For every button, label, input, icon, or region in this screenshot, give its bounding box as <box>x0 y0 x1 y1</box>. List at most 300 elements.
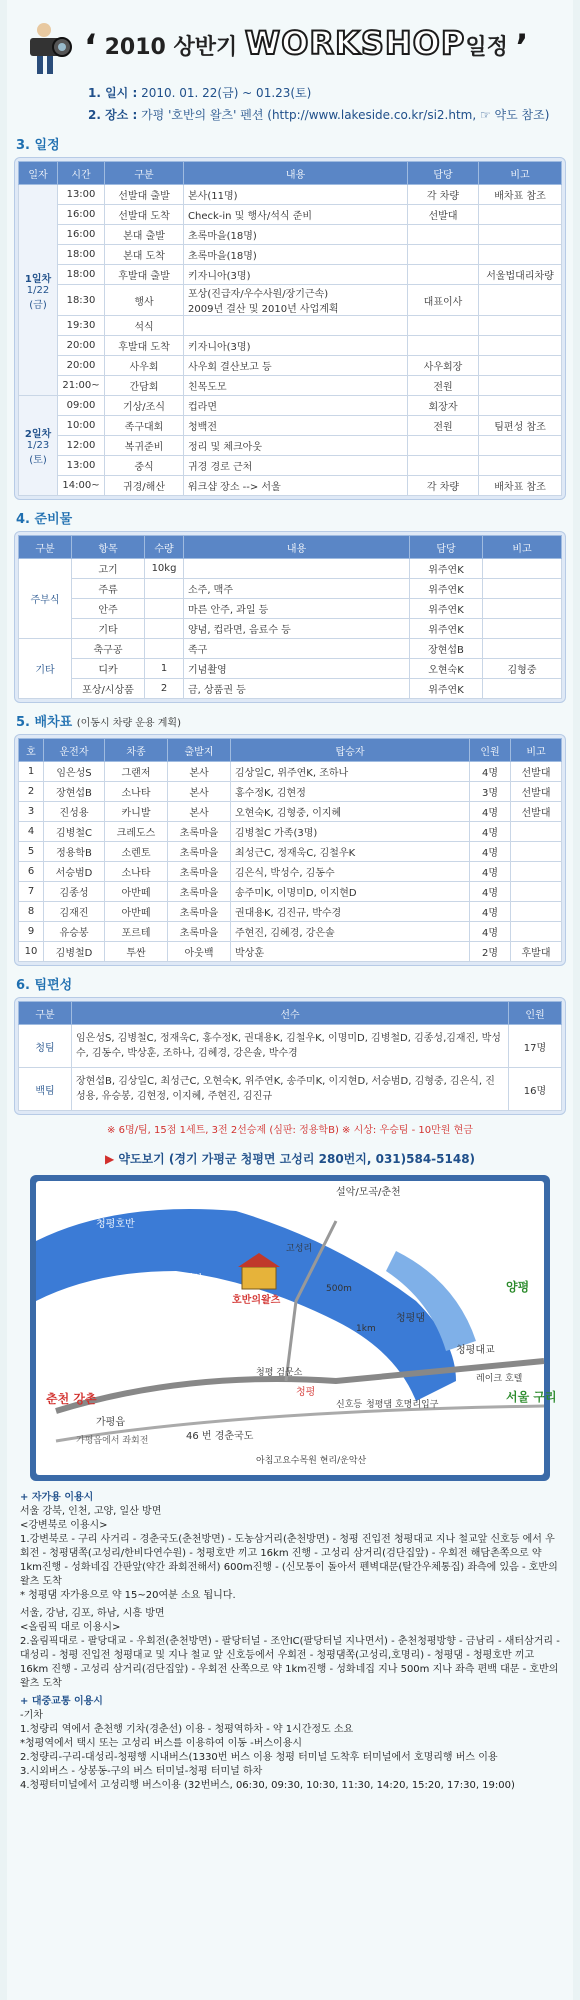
schedule-cell <box>479 316 562 336</box>
supplies-cell: 포상/시상품 <box>72 679 145 699</box>
schedule-cell: 18:00 <box>58 245 105 265</box>
schedule-cell: Check-in 및 행사/석식 준비 <box>184 205 408 225</box>
schedule-cell: 선발대 <box>408 205 479 225</box>
schedule-cell <box>479 436 562 456</box>
supplies-cell <box>145 619 184 639</box>
schedule-cell: 본대 도착 <box>105 245 184 265</box>
team-count: 17명 <box>509 1025 562 1068</box>
car-cell: 초록마을 <box>168 922 231 942</box>
place-line <box>88 106 549 123</box>
team-members: 임은성S, 김병철C, 정재욱C, 홍수정K, 권대용K, 김철우K, 이명미D, 김병철D, 김종성,김재진, 박성수, 김동수, 박상훈, 조하나, 김혜경, 강은솔, 박수경 <box>72 1025 509 1068</box>
supplies-group: 주부식 <box>19 559 72 639</box>
car-cell: 4명 <box>470 862 511 882</box>
supplies-cell <box>184 559 410 579</box>
supplies-cell <box>145 599 184 619</box>
car-cell: 본사 <box>168 802 231 822</box>
place-value: 가평 '호반의 왈츠' 펜션 (http://www.lakeside.co.kr/si2.htm, ☞ 약도 참조) <box>141 108 550 122</box>
map-label-lake: 청평호반 <box>96 1219 135 1230</box>
car-cell: 4명 <box>470 762 511 782</box>
schedule-cell: 각 차량 <box>408 476 479 496</box>
schedule-cell <box>408 336 479 356</box>
car-cell: 4명 <box>470 922 511 942</box>
supplies-cell: 축구공 <box>72 639 145 659</box>
schedule-cell: 간담회 <box>105 376 184 396</box>
team-members: 장현섭B, 김상일C, 최성근C, 오현숙K, 위주연K, 송주미K, 이지현D, 서승범D, 김형중, 김은식, 진성용, 유승봉, 김현정, 이지혜, 주현진, 김진규 <box>72 1068 509 1111</box>
schedule-cell <box>479 356 562 376</box>
col-header: 담당 <box>408 162 479 185</box>
team-count: 16명 <box>509 1068 562 1111</box>
schedule-cell <box>479 245 562 265</box>
schedule-cell: 사우회장 <box>408 356 479 376</box>
car-cell: 김병철C 가족(3명) <box>231 822 470 842</box>
supplies-cell: 위주연K <box>410 599 483 619</box>
car-cell: 소렌토 <box>105 842 168 862</box>
schedule-cell <box>479 225 562 245</box>
schedule-row <box>19 356 562 376</box>
col-header: 구분 <box>19 536 72 559</box>
map-label-chuncheon: 춘천 강촌 <box>46 1392 97 1406</box>
car-cell: 5 <box>19 842 44 862</box>
schedule-cell: 본사(11명) <box>184 185 408 205</box>
schedule-title: 3. 일정 <box>16 138 60 153</box>
car-cell: 김종성 <box>44 882 105 902</box>
schedule-row <box>19 265 562 285</box>
schedule-row <box>19 336 562 356</box>
car-cell: 카니발 <box>105 802 168 822</box>
title-workshop: WORKSHOP <box>244 24 466 62</box>
teams-table <box>18 1001 562 1111</box>
map-label-1km: 1km <box>356 1324 376 1334</box>
team-row <box>19 1025 562 1068</box>
supplies-cell: 족구 <box>184 639 410 659</box>
day-date: 1/22 (금) <box>26 284 50 311</box>
schedule-cell: 20:00 <box>58 356 105 376</box>
car-cell: 선발대 <box>511 762 562 782</box>
car-cell: 포르테 <box>105 922 168 942</box>
schedule-cell: 서울법대리차량 <box>479 265 562 285</box>
car-cell: 김재진 <box>44 902 105 922</box>
schedule-cell: 회장자 <box>408 396 479 416</box>
schedule-cell: 본대 출발 <box>105 225 184 245</box>
car-cell: 김병철D <box>44 942 105 962</box>
schedule-table-frame <box>14 157 566 500</box>
map-label-gapyeong-sub: 가평읍에서 좌회전 <box>76 1436 149 1446</box>
header <box>14 6 566 126</box>
col-header: 비고 <box>511 739 562 762</box>
schedule-cell: 18:00 <box>58 265 105 285</box>
schedule-cell: 13:00 <box>58 456 105 476</box>
car-cell: 후발대 <box>511 942 562 962</box>
car-cell: 본사 <box>168 762 231 782</box>
col-header: 수량 <box>145 536 184 559</box>
schedule-cell: 초록마을(18명) <box>184 245 408 265</box>
car-cell: 3 <box>19 802 44 822</box>
supplies-cell: 디카 <box>72 659 145 679</box>
schedule-cell: 키자니아(3명) <box>184 265 408 285</box>
supplies-cell: 안주 <box>72 599 145 619</box>
schedule-table <box>18 161 562 496</box>
car-cell: 4명 <box>470 802 511 822</box>
supplies-cell <box>483 599 562 619</box>
car-cell: 4명 <box>470 842 511 862</box>
supplies-row <box>19 579 562 599</box>
supplies-cell <box>145 579 184 599</box>
dir-self-2: <강변북로 이용시> <box>20 1520 108 1531</box>
schedule-cell: 워크샵 장소 --> 서울 <box>184 476 408 496</box>
supplies-cell: 양념, 컵라면, 음료수 등 <box>184 619 410 639</box>
car-row <box>19 862 562 882</box>
schedule-cell: 초록마을(18명) <box>184 225 408 245</box>
schedule-cell <box>479 205 562 225</box>
supplies-cell <box>483 639 562 659</box>
schedule-cell: 후발대 출발 <box>105 265 184 285</box>
car-cell: 4명 <box>470 882 511 902</box>
map-image <box>36 1181 557 1475</box>
cars-title <box>16 711 566 730</box>
car-cell <box>511 822 562 842</box>
car-row <box>19 762 562 782</box>
schedule-cell: 행사 <box>105 285 184 316</box>
team-name: 백팀 <box>19 1068 72 1111</box>
car-cell: 1 <box>19 762 44 782</box>
page-title: ‘ 2010 상반기 WORKSHOP일정 ’ <box>84 24 529 67</box>
car-cell <box>511 862 562 882</box>
schedule-cell: 배차표 참조 <box>479 185 562 205</box>
col-header: 구분 <box>105 162 184 185</box>
dir-public-4: 3.시외버스 - 상봉동-구의 버스 터미널-청평 터미널 하차 <box>20 1766 263 1777</box>
schedule-cell: 친목도모 <box>184 376 408 396</box>
map-label-gapyeong: 가평읍 <box>96 1417 125 1428</box>
schedule-cell: 사우회 <box>105 356 184 376</box>
car-cell <box>511 882 562 902</box>
day-label: 2일차 <box>24 429 52 440</box>
supplies-cell <box>483 619 562 639</box>
car-cell: 서승범D <box>44 862 105 882</box>
supplies-row <box>19 679 562 699</box>
car-cell: 6 <box>19 862 44 882</box>
map-frame <box>30 1175 557 1481</box>
col-header: 운전자 <box>44 739 105 762</box>
supplies-table <box>18 535 562 699</box>
schedule-cell <box>408 225 479 245</box>
map-caption <box>14 1150 566 1167</box>
map-label-seoul: 서울 구리 <box>506 1390 557 1404</box>
dir-self-title: + 자가용 이용시 <box>20 1492 94 1503</box>
schedule-cell: 13:00 <box>58 185 105 205</box>
car-cell: 박상훈 <box>231 942 470 962</box>
schedule-cell: 석식 <box>105 316 184 336</box>
supplies-row <box>19 559 562 579</box>
map-caption-text: 약도보기 (경기 가평군 청평면 고성리 280번지, 031)584-5148) <box>118 1152 476 1166</box>
col-header: 출발지 <box>168 739 231 762</box>
car-row <box>19 782 562 802</box>
teams-note: ※ 6명/팀, 15점 1세트, 3전 2선승제 (심판: 정용학B) ※ 시상: 우승팀 - 10만원 현금 <box>107 1125 473 1136</box>
dir-public-title: + 대중교통 이용시 <box>20 1696 103 1707</box>
schedule-cell: 중식 <box>105 456 184 476</box>
dir-self-4: * 청평댐 자가용으로 약 15~20여분 소요 됩니다. <box>20 1590 236 1601</box>
car-cell: 초록마을 <box>168 822 231 842</box>
page <box>7 0 573 2000</box>
cars-title-text: 5. 배차표 <box>16 715 73 730</box>
dir-public-2: *청평역에서 택시 또는 고성리 버스를 이용하여 이동 -버스이용시 <box>20 1738 303 1749</box>
car-cell: 투싼 <box>105 942 168 962</box>
car-cell: 4명 <box>470 902 511 922</box>
car-cell: 소나타 <box>105 782 168 802</box>
map-label-entrance: 청평댐 호명리입구 <box>366 1400 439 1410</box>
supplies-cell: 위주연K <box>410 619 483 639</box>
car-cell: 3명 <box>470 782 511 802</box>
car-cell <box>511 902 562 922</box>
schedule-row <box>19 416 562 436</box>
schedule-row <box>19 316 562 336</box>
cars-table-frame <box>14 734 566 966</box>
dir-public-5: 4.청평터미널에서 고성리행 버스이용 (32번버스, 06:30, 09:30, 10:30, 11:30, 14:20, 15:20, 17:30, 19:00) <box>20 1780 515 1791</box>
dir-self-6: <올림픽 대로 이용시> <box>20 1622 121 1633</box>
car-cell <box>511 842 562 862</box>
car-cell: 8 <box>19 902 44 922</box>
schedule-cell <box>479 336 562 356</box>
schedule-cell: 14:00~ <box>58 476 105 496</box>
car-cell: 2 <box>19 782 44 802</box>
supplies-row <box>19 599 562 619</box>
schedule-cell: 각 차량 <box>408 185 479 205</box>
col-header: 항목 <box>72 536 145 559</box>
supplies-cell <box>483 679 562 699</box>
schedule-cell: 복귀준비 <box>105 436 184 456</box>
car-cell: 9 <box>19 922 44 942</box>
camera-person-icon <box>22 18 82 78</box>
supplies-cell <box>483 579 562 599</box>
schedule-cell: 20:00 <box>58 336 105 356</box>
map-label-namee: 남이섬 <box>176 1274 203 1284</box>
col-header: 비고 <box>479 162 562 185</box>
car-cell: 김상일C, 위주연K, 조하나 <box>231 762 470 782</box>
car-cell: 주현진, 김혜경, 강은솔 <box>231 922 470 942</box>
car-cell: 본사 <box>168 782 231 802</box>
col-header: 담당 <box>410 536 483 559</box>
car-cell: 7 <box>19 882 44 902</box>
supplies-cell: 장현섭B <box>410 639 483 659</box>
supplies-cell: 위주연K <box>410 679 483 699</box>
schedule-cell: 정리 및 체크아웃 <box>184 436 408 456</box>
schedule-cell <box>479 396 562 416</box>
triangle-right-icon: ▶ <box>104 1152 115 1166</box>
dir-public-3: 2.청량리-구리-대성리-청평행 시내버스(1330번 버스 이용 청평 터미널 도착후 터미널에서 호명리행 버스 이용 <box>20 1752 498 1763</box>
cars-subtitle: (이동시 차량 운용 계획) <box>76 718 181 729</box>
schedule-row <box>19 476 562 496</box>
dir-public-1: 1.청량리 역에서 춘천행 기차(경춘선) 이용 - 청평역하차 - 약 1시간정도 소요 <box>20 1724 354 1735</box>
pension-building <box>242 1267 276 1289</box>
car-row <box>19 842 562 862</box>
supplies-row <box>19 619 562 639</box>
schedule-cell: 키자니아(3명) <box>184 336 408 356</box>
map-label-station: 청평 검문소 <box>256 1368 303 1378</box>
schedule-cell: 16:00 <box>58 225 105 245</box>
schedule-row <box>19 285 562 316</box>
schedule-cell: 선발대 도착 <box>105 205 184 225</box>
day-cell <box>19 185 58 396</box>
schedule-row <box>19 245 562 265</box>
schedule-row <box>19 185 562 205</box>
schedule-cell: 귀경/해산 <box>105 476 184 496</box>
supplies-cell: 주류 <box>72 579 145 599</box>
map-label-cheongpyeong: 청평 <box>296 1387 316 1398</box>
schedule-cell: 10:00 <box>58 416 105 436</box>
title-year: 2010 상반기 <box>104 35 245 60</box>
col-header: 내용 <box>184 162 408 185</box>
title-schedule: 일정 <box>465 35 508 60</box>
schedule-cell: 18:30 <box>58 285 105 316</box>
car-cell: 송주미K, 이명미D, 이지현D <box>231 882 470 902</box>
schedule-cell: 12:00 <box>58 436 105 456</box>
car-cell: 초록마을 <box>168 902 231 922</box>
car-cell: 초록마을 <box>168 842 231 862</box>
day-date: 1/23 (토) <box>26 440 50 466</box>
schedule-cell: 컵라면 <box>184 396 408 416</box>
car-row <box>19 942 562 962</box>
schedule-cell: 09:00 <box>58 396 105 416</box>
supplies-group: 기타 <box>19 639 72 699</box>
map-label-bridge: 청평대교 <box>456 1345 495 1356</box>
supplies-row <box>19 659 562 679</box>
car-cell: 4명 <box>470 822 511 842</box>
schedule-cell <box>408 265 479 285</box>
dir-public-0: -기차 <box>20 1710 43 1721</box>
map-label-school: 아침고요수목원 현리/운악산 <box>256 1456 367 1466</box>
col-header: 인원 <box>470 739 511 762</box>
schedule-cell <box>184 316 408 336</box>
supplies-cell: 10kg <box>145 559 184 579</box>
car-cell <box>511 922 562 942</box>
car-cell: 아웃백 <box>168 942 231 962</box>
schedule-cell <box>408 456 479 476</box>
schedule-cell: 21:00~ <box>58 376 105 396</box>
car-cell: 선발대 <box>511 782 562 802</box>
schedule-cell: 사우회 결산보고 등 <box>184 356 408 376</box>
car-row <box>19 822 562 842</box>
supplies-cell: 위주연K <box>410 559 483 579</box>
car-cell: 김은식, 박성수, 김동수 <box>231 862 470 882</box>
car-cell: 10 <box>19 942 44 962</box>
supplies-table-frame <box>14 531 566 703</box>
schedule-cell: 귀경 경로 근처 <box>184 456 408 476</box>
schedule-cell: 포상(진급자/우수사원/장기근속) 2009년 결산 및 2010년 사업계획 <box>184 285 408 316</box>
schedule-row <box>19 456 562 476</box>
car-cell: 선발대 <box>511 802 562 822</box>
schedule-cell: 배차표 참조 <box>479 476 562 496</box>
teams-table-frame <box>14 997 566 1115</box>
car-row <box>19 902 562 922</box>
date-value: 2010. 01. 22(금) ~ 01.23(토) <box>141 86 312 100</box>
col-header: 내용 <box>184 536 410 559</box>
supplies-cell: 금, 상품권 등 <box>184 679 410 699</box>
schedule-cell: 전원 <box>408 376 479 396</box>
schedule-cell <box>479 456 562 476</box>
supplies-cell: 고기 <box>72 559 145 579</box>
supplies-cell: 소주, 맥주 <box>184 579 410 599</box>
car-cell: 임은성S <box>44 762 105 782</box>
schedule-cell <box>479 376 562 396</box>
car-cell: 정용학B <box>44 842 105 862</box>
car-cell: 4 <box>19 822 44 842</box>
day-label: 1일차 <box>24 273 52 285</box>
col-header: 구분 <box>19 1002 72 1025</box>
day-cell <box>19 396 58 496</box>
col-header: 선수 <box>72 1002 509 1025</box>
car-row <box>19 802 562 822</box>
dir-self-3: 1.강변북로 - 구리 사거리 - 경춘국도(춘천방면) - 도농삼거리(춘천방면) - 청평 진입전 청평대교 지나 철교앞 신호등 에서 우회전 - 청평댐쪽(고성리/한비다연수원) - 청평호반 끼고 16km 진행 - 고성리 삼거리(검단집앞) - 우회전 해담촌쪽으로 약 1km진행 - 성화네집 간판앞(약간 좌회전해서) 600m진행 - (신모통이 돌아서 펜벽대문(탈간우체통집) 좌측에 있음 - 호반의왈츠 도착 <box>20 1534 558 1587</box>
date-line <box>88 84 311 101</box>
cars-table <box>18 738 562 962</box>
car-cell: 유승봉 <box>44 922 105 942</box>
car-cell: 크레도스 <box>105 822 168 842</box>
car-row <box>19 922 562 942</box>
supplies-cell: 김형중 <box>483 659 562 679</box>
schedule-cell: 16:00 <box>58 205 105 225</box>
dir-self-7: 2.올림픽대로 - 팔당대교 - 우회전(춘천방면) - 팔당터널 - 조안IC(팔당터널 지나면서) - 춘천청평방향 - 금남리 - 새터삼거리 - 대성리 - 청평 진입전 청평대교 및 지나 철교 앞 신호등에서 우회전 - 청평댐쪽(고성리,호명리) - 청평댐 - 청평호반 끼고 16km 진행 - 고성리 삼거리(검단집앞) - 우회전 산쪽으로 약 1km진행 - 성화네집 지나 500m 지나 좌측 편백 대문 - 호반의왈츠 도착 <box>20 1636 560 1689</box>
supplies-cell <box>145 639 184 659</box>
car-cell: 홍수정K, 김현정 <box>231 782 470 802</box>
schedule-cell <box>479 285 562 316</box>
col-header: 시간 <box>58 162 105 185</box>
col-header: 차종 <box>105 739 168 762</box>
schedule-cell <box>408 436 479 456</box>
schedule-cell: 팀편성 참조 <box>479 416 562 436</box>
supplies-cell: 오현숙K <box>410 659 483 679</box>
col-header: 일자 <box>19 162 58 185</box>
car-cell: 아반떼 <box>105 902 168 922</box>
schedule-cell: 후발대 도착 <box>105 336 184 356</box>
schedule-cell: 전원 <box>408 416 479 436</box>
car-cell: 김병철C <box>44 822 105 842</box>
car-cell: 권대용K, 김진규, 박수경 <box>231 902 470 922</box>
map-label-dam: 청평댐 <box>396 1313 425 1324</box>
teams-title: 6. 팀편성 <box>16 978 73 993</box>
supplies-cell: 기념촬영 <box>184 659 410 679</box>
map-label-route46: 46 번 경춘국도 <box>186 1431 254 1442</box>
map-label-gosung: 고성리 <box>286 1244 313 1254</box>
supplies-cell: 1 <box>145 659 184 679</box>
schedule-cell: 청백전 <box>184 416 408 436</box>
supplies-cell: 2 <box>145 679 184 699</box>
schedule-cell: 대표이사 <box>408 285 479 316</box>
supplies-title: 4. 준비물 <box>16 512 73 527</box>
col-header: 비고 <box>483 536 562 559</box>
map-label-sinho: 신호등 <box>336 1400 363 1410</box>
map-label-top: 설악/모곡/춘천 <box>336 1187 401 1198</box>
dir-self-1: 서울 강북, 인천, 고양, 일산 방면 <box>20 1506 162 1517</box>
dir-self-5: 서울, 강남, 김포, 하남, 시흥 방면 <box>20 1608 165 1619</box>
team-name: 청팀 <box>19 1025 72 1068</box>
col-header: 호 <box>19 739 44 762</box>
schedule-row <box>19 225 562 245</box>
schedule-cell: 족구대회 <box>105 416 184 436</box>
place-label: 2. 장소 : <box>88 108 138 122</box>
col-header: 인원 <box>509 1002 562 1025</box>
car-cell: 초록마을 <box>168 882 231 902</box>
schedule-row <box>19 376 562 396</box>
directions <box>14 1491 566 1793</box>
supplies-row <box>19 639 562 659</box>
schedule-cell: 19:30 <box>58 316 105 336</box>
car-cell: 아반떼 <box>105 882 168 902</box>
map-label-500m: 500m <box>326 1284 352 1294</box>
schedule-cell <box>408 316 479 336</box>
schedule-cell: 기상/조식 <box>105 396 184 416</box>
schedule-cell <box>408 245 479 265</box>
schedule-cell: 선발대 출발 <box>105 185 184 205</box>
car-row <box>19 882 562 902</box>
